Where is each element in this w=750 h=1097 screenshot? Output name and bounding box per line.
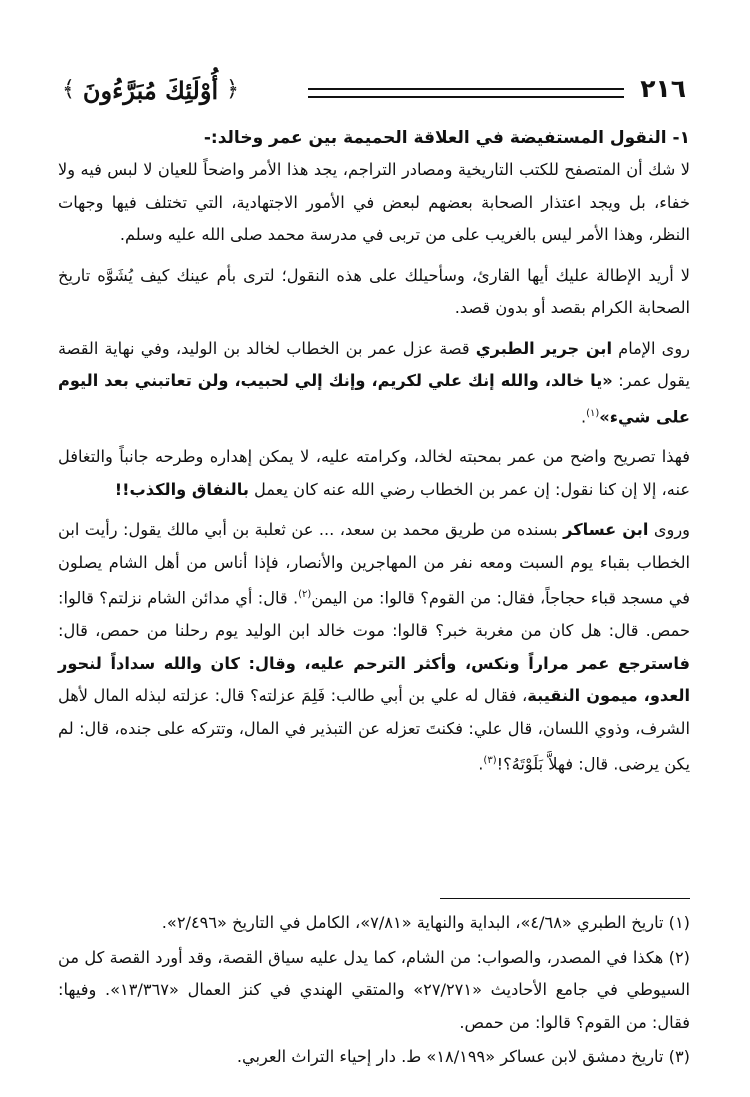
footnote-ref-3: (٣) <box>483 755 497 767</box>
p5-bold-text: فاسترجع عمر مراراً ونكس، وأكثر الترحم عليه، وقال: كان والله سداداً لنحور العدو، ميمون النقيبة <box>58 653 691 706</box>
p5-text-d: . قال: أي مدائن الشام نزلتم؟ قالوا: حمص. قال: هل كان من مغربة خبر؟ قالوا: موت خالد ابن الوليد يوم رحلنا من حمص، قال: <box>58 588 690 641</box>
author-tabari: ابن جرير الطبري <box>475 338 613 358</box>
footnote-ref-2: (٢) <box>298 589 312 601</box>
paragraph-2: لا أريد الإطالة عليك أيها القارئ، وسأحيلك على هذه النقول؛ لترى بأم عينك كيف يُشَوَّه تاريخ الصحابة الكرام بقصد أو بدون قصد. <box>58 265 690 317</box>
p3-text-e: . <box>580 406 587 426</box>
footnote-separator <box>440 898 690 899</box>
p4-bold-text: بالنفاق والكذب!! <box>114 479 249 499</box>
footnotes <box>58 898 690 1076</box>
page-header <box>58 68 690 118</box>
author-ibn-asakir: ابن عساكر <box>563 520 649 540</box>
footnote-2: (٢) هكذا في المصدر، والصواب: من الشام، كما يدل عليه سياق القصة، وقد أورد القصة كل من السيوطي في جامع الأحاديث «٢٧/٢٧١» والمتقي الهندي في كنز العمال «١٣/٣٦٧». وفيها: فقال: من القوم؟ قالوا: من حمص. <box>58 947 690 1032</box>
running-title <box>62 68 239 112</box>
paragraph-5 <box>58 514 690 781</box>
footnote-1: (١) تاريخ الطبري «٤/٦٨»، البداية والنهاية «٧/٨١»، الكامل في التاريخ «٢/٤٩٦». <box>161 913 690 932</box>
p5-text-a: وروى <box>648 520 691 540</box>
p5-text-c: بسنده من طريق محمد بن سعد، ... عن ثعلبة بن أبي مالك يقول: رأيت ابن الخطاب بقباء يوم السبت ومعه نفر من المهاجرين والأنصار، فإذا أناس من أهل الشام يصلون في مسجد قباء حجاجاً، فقال: من القوم؟ قالوا: من اليمن <box>58 520 690 608</box>
p3-text-c: قصة عزل عمر بن الخطاب لخالد بن الوليد، وفي نهاية القصة يقول عمر: <box>58 338 691 390</box>
section-heading: ١- النقول المستفيضة في العلاقة الحميمة بين عمر وخالد:- <box>203 128 690 148</box>
paragraph-1: لا شك أن المتصفح للكتب التاريخية ومصادر التراجم، يجد هذا الأمر واضحاً للعيان لا لبس فيه ولا خفاء، بل ويجد اعتذار الصحابة بعضهم لبعض في الأمور الاجتهادية، التي تختلف فيها وجهات النظر، وهذا الأمر ليس بالغريب على من تربى في مدرسة محمد صلى الله عليه وسلم. <box>58 160 690 244</box>
page-number: ٢١٦ <box>640 74 686 103</box>
paragraph-4 <box>58 441 690 506</box>
p5-text-f: ، فقال له علي بن أبي طالب: فَلِمَ عزلته؟ قال: عزلته لبذله المال لأهل الشرف، وذوي اللسان، قال علي: فكنتَ تعزله عن التبذير في المال، وتتركه على جنده، قال: لم يكن يرضى. قال: فهلاَّ بَلَوْتَهُ؟! <box>58 686 690 774</box>
title-ornament-left-icon: ﴾ <box>62 77 75 102</box>
p3-text-a: روى الإمام <box>612 338 690 358</box>
paragraph-3 <box>58 333 690 434</box>
title-ornament-right-icon: ﴿ <box>226 77 240 102</box>
p5-text-g: . <box>478 754 484 774</box>
p4-text-a: فهذا تصريح واضح من عمر بمحبته لخالد، وكرامته عليه، لا يمكن إهداره وطرحه جانباً والتغافل عنه، إلا إن كنا نقول: إن عمر بن الخطاب رضي الله عنه كان يعمل <box>58 447 690 499</box>
umar-quote: «يا خالد، والله إنك علي لكريم، وإنك إلي لحبيب، ولن تعاتبني بعد اليوم على شيء» <box>58 371 690 426</box>
header-double-rule <box>308 88 624 98</box>
main-text <box>58 120 690 789</box>
footnote-3: (٣) تاريخ دمشق لابن عساكر «١٨/١٩٩» ط. دار إحياء التراث العربي. <box>236 1047 690 1066</box>
footnote-ref-1: (١) <box>586 407 600 419</box>
book-title: أُوْلَئِكَ مُبَرَّءُونَ <box>82 75 219 105</box>
